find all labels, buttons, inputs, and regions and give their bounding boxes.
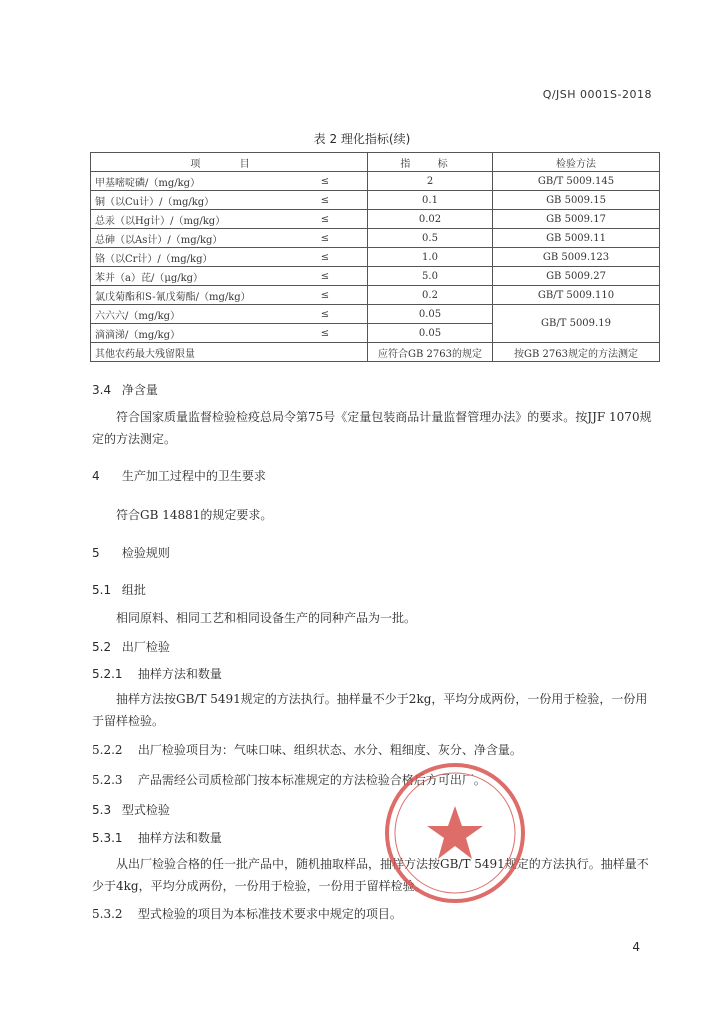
section-5-heading [92,543,170,563]
item-cell: 氯戊菊酯和S-氰戊菊酯/（mg/kg） [91,286,284,305]
table-row [91,305,660,324]
section-5-2-1-text: 抽样方法按GB/T 5491规定的方法执行。抽样量不少于2kg，平均分成两份，一份用于检验，一份用于留样检验。 [92,692,648,728]
value-cell: 应符合GB 2763的规定 [368,343,493,362]
header-value: 指 标 [368,153,493,172]
value-cell: 0.05 [368,305,493,324]
table-header-row [91,153,660,172]
section-number: 5.3.1 [92,831,123,845]
section-4-text: 符合GB 14881的规定要求。 [116,508,273,522]
spec-table [90,152,660,362]
method-cell: GB/T 5009.110 [493,286,660,305]
section-5-3-1-text: 从出厂检验合格的任一批产品中，随机抽取样品，抽样方法按GB/T 5491规定的方法执行。抽样量不少于4kg，平均分成两份，一份用于检验，一份用于留样检验。 [92,857,649,893]
value-cell: 0.1 [368,191,493,210]
section-5-2-heading [92,637,170,657]
section-title: 生产加工过程中的卫生要求 [121,469,266,483]
section-number: 5.3.2 [92,907,123,921]
section-title: 抽样方法和数量 [137,667,222,681]
section-text: 出厂检验项目为：气味口味、组织状态、水分、粗细度、灰分、净含量。 [137,743,522,757]
section-number: 5.2.1 [92,667,123,681]
section-number: 5.2.3 [92,773,123,787]
section-number: 5.1 [92,583,112,597]
page-number: 4 [632,940,640,954]
value-cell: 0.5 [368,229,493,248]
method-cell: GB 5009.27 [493,267,660,286]
section-3-4-heading [92,380,158,400]
value-cell: 1.0 [368,248,493,267]
header-item: 项 目 [91,153,368,172]
le-cell: ≤ [283,267,368,286]
section-5-3-1-heading [92,828,222,848]
value-cell: 2 [368,172,493,191]
method-cell: GB 5009.123 [493,248,660,267]
le-cell: ≤ [283,191,368,210]
section-4-heading [92,466,266,486]
section-title: 净含量 [121,383,158,397]
le-cell: ≤ [283,305,368,324]
method-cell: GB 5009.11 [493,229,660,248]
table-row [91,210,660,229]
method-cell: GB 5009.17 [493,210,660,229]
section-5-2-2 [92,740,522,760]
section-title: 型式检验 [121,803,170,817]
table-caption: 表 2 理化指标(续) [313,132,411,146]
item-cell: 甲基嘧啶磷/（mg/kg） [91,172,284,191]
standard-code: Q/JSH 0001S-2018 [542,88,652,101]
item-cell: 滴滴涕/（mg/kg） [91,324,284,343]
section-number: 4 [92,469,100,483]
section-5-3-2 [92,904,402,924]
table-row [91,172,660,191]
item-cell: 铬（以Cr计）/（mg/kg） [91,248,284,267]
method-cell-merged: GB/T 5009.19 [493,305,660,343]
value-cell: 0.2 [368,286,493,305]
section-number: 3.4 [92,383,112,397]
section-3-4-text: 符合国家质量监督检验检疫总局令第75号《定量包装商品计量监督管理办法》的要求。按JJF 1070规定的方法测定。 [92,410,652,446]
section-5-1-text: 相同原料、相同工艺和相同设备生产的同种产品为一批。 [116,611,417,625]
section-5-3-heading [92,800,170,820]
section-number: 5.2.2 [92,743,123,757]
item-cell: 铜（以Cu计）/（mg/kg） [91,191,284,210]
item-cell: 其他农药最大残留限量 [91,343,368,362]
section-number: 5 [92,546,100,560]
value-cell: 5.0 [368,267,493,286]
section-title: 出厂检验 [121,640,170,654]
table-row [91,267,660,286]
section-text: 产品需经公司质检部门按本标准规定的方法检验合格后方可出厂。 [137,773,486,787]
method-cell: 按GB 2763规定的方法测定 [493,343,660,362]
le-cell: ≤ [283,229,368,248]
section-text: 型式检验的项目为本标准技术要求中规定的项目。 [137,907,402,921]
le-cell: ≤ [283,248,368,267]
section-5-2-1-heading [92,664,222,684]
item-cell: 苯并（a）芘/（μg/kg） [91,267,284,286]
section-number: 5.2 [92,640,112,654]
section-title: 抽样方法和数量 [137,831,222,845]
item-cell: 总砷（以As计）/（mg/kg） [91,229,284,248]
item-cell: 六六六/（mg/kg） [91,305,284,324]
le-cell: ≤ [283,210,368,229]
le-cell: ≤ [283,286,368,305]
value-cell: 0.05 [368,324,493,343]
table-row [91,248,660,267]
table-row [91,343,660,362]
value-cell: 0.02 [368,210,493,229]
item-cell: 总汞（以Hg计）/（mg/kg） [91,210,284,229]
table-row [91,229,660,248]
section-number: 5.3 [92,803,112,817]
company-seal-icon [380,758,530,908]
table-row [91,191,660,210]
header-method: 检验方法 [493,153,660,172]
section-title: 检验规则 [121,546,170,560]
le-cell: ≤ [283,172,368,191]
le-cell: ≤ [283,324,368,343]
section-5-1-heading [92,580,146,600]
table-row [91,286,660,305]
method-cell: GB/T 5009.145 [493,172,660,191]
section-title: 组批 [121,583,146,597]
method-cell: GB 5009.15 [493,191,660,210]
